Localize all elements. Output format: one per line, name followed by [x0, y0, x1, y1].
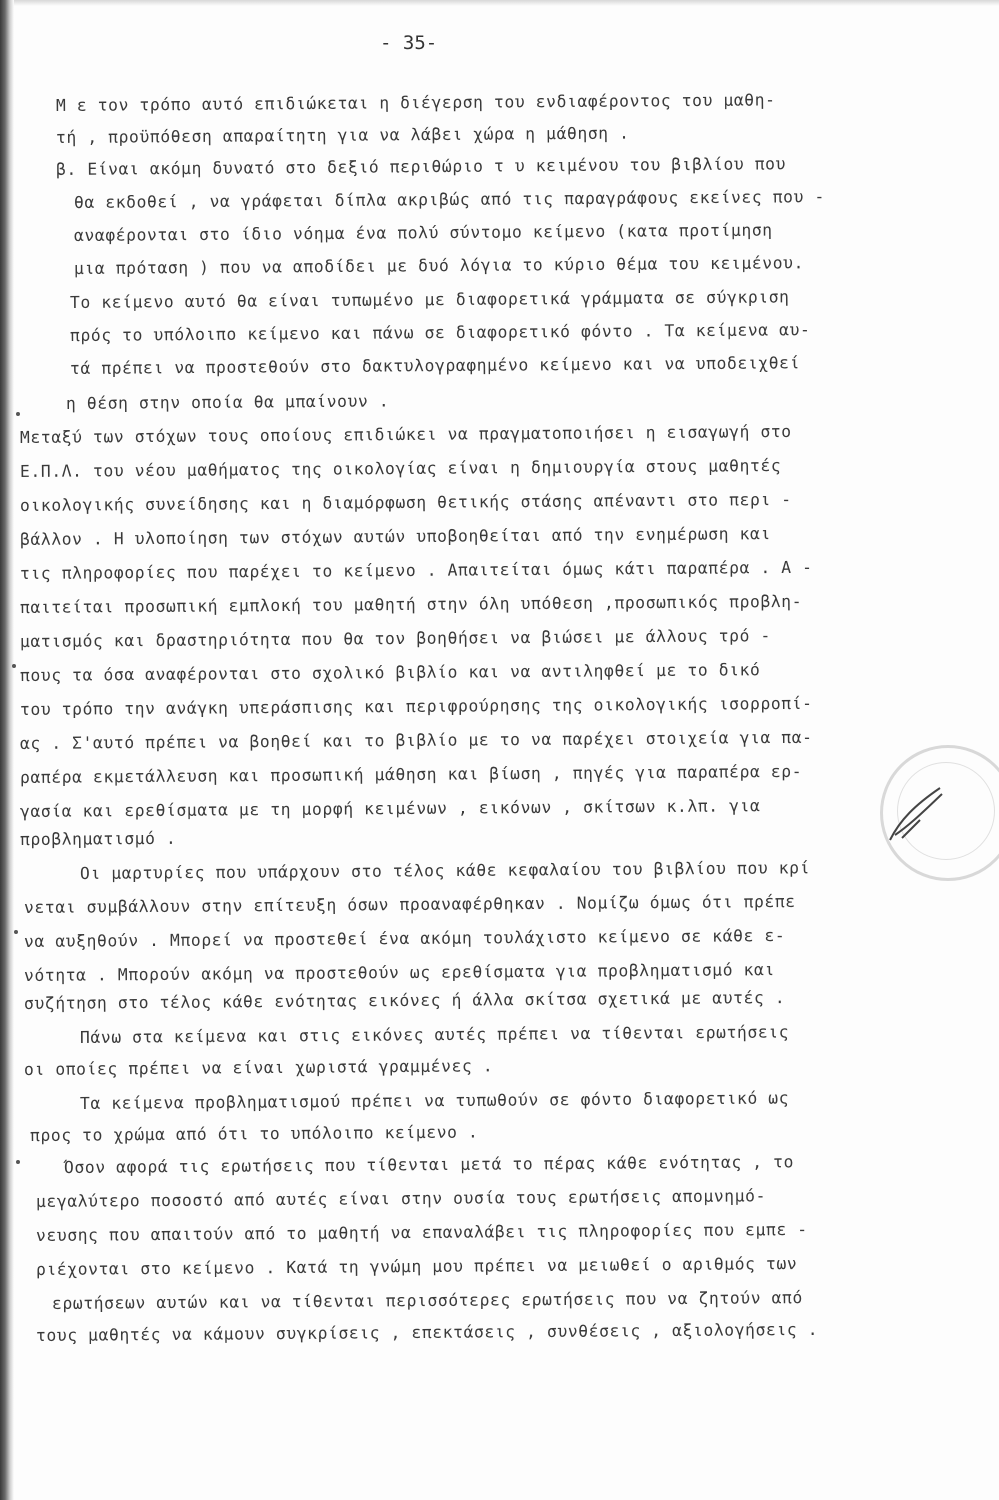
scan-shadow: [14, 0, 999, 6]
handwritten-signature: [880, 780, 950, 850]
text-line: Μεταξύ των στόχων τους οποίους επιδιώκει να πραγματοποιήσει η εισαγωγή στο: [19, 421, 792, 447]
text-line: ας . Σ'αυτό πρέπει να βοηθεί και το βιβλίο με το να παρέχει στοιχεία για πα-: [19, 727, 813, 753]
binding-edge: [0, 0, 14, 1500]
text-line: γασία και ερεθίσματα με τη μορφή κειμένων , εικόνων , σκίτσων κ.λπ. για: [19, 796, 761, 821]
text-line: ριέχονται στο κείμενο . Κατά τη γνώμη μου πρέπει να μειωθεί ο αριθμός των: [35, 1254, 798, 1279]
margin-mark: [16, 412, 20, 416]
text-line: νότητα . Μπορούν ακόμη να προστεθούν ως ερεθίσματα για προβληματισμό και: [23, 960, 775, 985]
text-line: του τρόπο την ανάγκη υπεράσπισης και περιφρούρησης της οικολογικής ισορροπί-: [19, 693, 813, 719]
text-line: τους μαθητές να κάμουν συγκρίσεις , επεκτάσεις , συνθέσεις , αξιολογήσεις .: [35, 1319, 819, 1345]
text-line: τις πληροφορίες που παρέχει το κείμενο . Απαιτείται όμως κάτι παραπέρα . Α -: [19, 557, 813, 583]
text-line: Όσον αφορά τις ερωτήσεις που τίθενται μετά το πέρας κάθε ενότητας , το: [63, 1152, 795, 1177]
text-line: μια πρόταση ) που να αποδίδει με δυό λόγια το κύριο θέμα του κειμένου.: [73, 253, 805, 278]
text-line: νεται συμβάλλουν στην επίτευξη όσων προαναφέρθηκαν . Νομίζω όμως ότι πρέπε: [23, 891, 796, 917]
text-line: τά πρέπει να προστεθούν στο δακτυλογραφημένο κείμενο και να υποδειχθεί: [69, 353, 801, 378]
text-line: παιτείται προσωπική εμπλοκή του μαθητή στην όλη υπόθεση ,προσωπικός προβλη-: [19, 591, 803, 617]
text-line: Το κείμενο αυτό θα είναι τυπωμένο με διαφορετικά γράμματα σε σύγκριση: [69, 287, 790, 312]
margin-mark: [16, 1160, 20, 1164]
text-line: μεγαλύτερο ποσοστό από αυτές είναι στην ουσία τους ερωτήσεις απομνημό-: [35, 1186, 767, 1211]
text-line: προβληματισμό .: [19, 828, 177, 849]
text-line: οικολογικής συνείδησης και η διαμόρφωση θετικής στάσης απέναντι στο περι -: [19, 489, 792, 515]
text-line: βάλλον . Η υλοποίηση των στόχων αυτών υποβοηθείται από την ενημέρωση και: [19, 524, 771, 549]
margin-mark: [12, 664, 16, 668]
text-line: οι οποίες πρέπει να είναι χωριστά γραμμένες .: [23, 1056, 494, 1079]
text-line: να αυξηθούν . Μπορεί να προστεθεί ένα ακόμη τουλάχιστο κείμενο σε κάθε ε-: [23, 926, 786, 951]
page-number: - 35-: [380, 32, 438, 54]
text-line: θα εκδοθεί , να γράφεται δίπλα ακριβώς από τις παραγράφους εκείνες που -: [73, 187, 825, 212]
text-line: συζήτηση στο τέλος κάθε ενότητας εικόνες ή άλλα σκίτσα σχετικά με αυτές .: [23, 988, 786, 1013]
text-line: ραπέρα εκμετάλλευση και προσωπική μάθηση και βίωση , πηγές για παραπέρα ερ-: [19, 761, 803, 787]
text-line: η θέση στην οποία θα μπαίνουν .: [65, 391, 390, 413]
text-line: προς το χρώμα από ότι το υπόλοιπο κείμενο .: [29, 1122, 479, 1145]
text-line: τή , προϋπόθεση απαραίτητη για να λάβει χώρα η μάθηση .: [55, 123, 630, 147]
text-line: νευσης που απαιτούν από το μαθητή να επαναλάβει τις πληροφορίες που εμπε -: [35, 1219, 808, 1245]
text-line: πρός το υπόλοιπο κείμενο και πάνω σε διαφορετικό φόντο . Τα κείμενα αυ-: [69, 320, 811, 345]
text-line: Μ ε τον τρόπο αυτό επιδιώκεται η διέγερση του ενδιαφέροντος του μαθη-: [55, 90, 776, 115]
text-line: Τα κείμενα προβληματισμού πρέπει να τυπωθούν σε φόντο διαφορετικό ως: [79, 1088, 790, 1113]
text-line: ματισμός και δραστηριότητα που θα τον βοηθήσει να βιώσει με άλλους τρό -: [19, 626, 771, 651]
text-line: ερωτήσεων αυτών και να τίθενται περισσότερες ερωτήσεις που να ζητούν από: [51, 1288, 803, 1313]
text-line: πους τα όσα αναφέρονται στο σχολικό βιβλίο και να αντιληφθεί με το δικό: [19, 660, 761, 685]
text-line: Ε.Π.Λ. του νέου μαθήματος της οικολογίας είναι η δημιουργία στους μαθητές: [19, 456, 782, 481]
text-line: αναφέρονται στο ίδιο νόημα ένα πολύ σύντομο κείμενο (κατα προτίμηση: [73, 220, 773, 245]
text-line: β. Είναι ακόμη δυνατό στο δεξιό περιθώριο τ υ κειμένου του βιβλίου που: [55, 154, 787, 179]
margin-mark: [14, 930, 18, 934]
text-line: Πάνω στα κείμενα και στις εικόνες αυτές πρέπει να τίθενται ερωτήσεις: [79, 1022, 790, 1047]
text-line: Οι μαρτυρίες που υπάρχουν στο τέλος κάθε κεφαλαίου του βιβλίου που κρί: [79, 858, 811, 883]
